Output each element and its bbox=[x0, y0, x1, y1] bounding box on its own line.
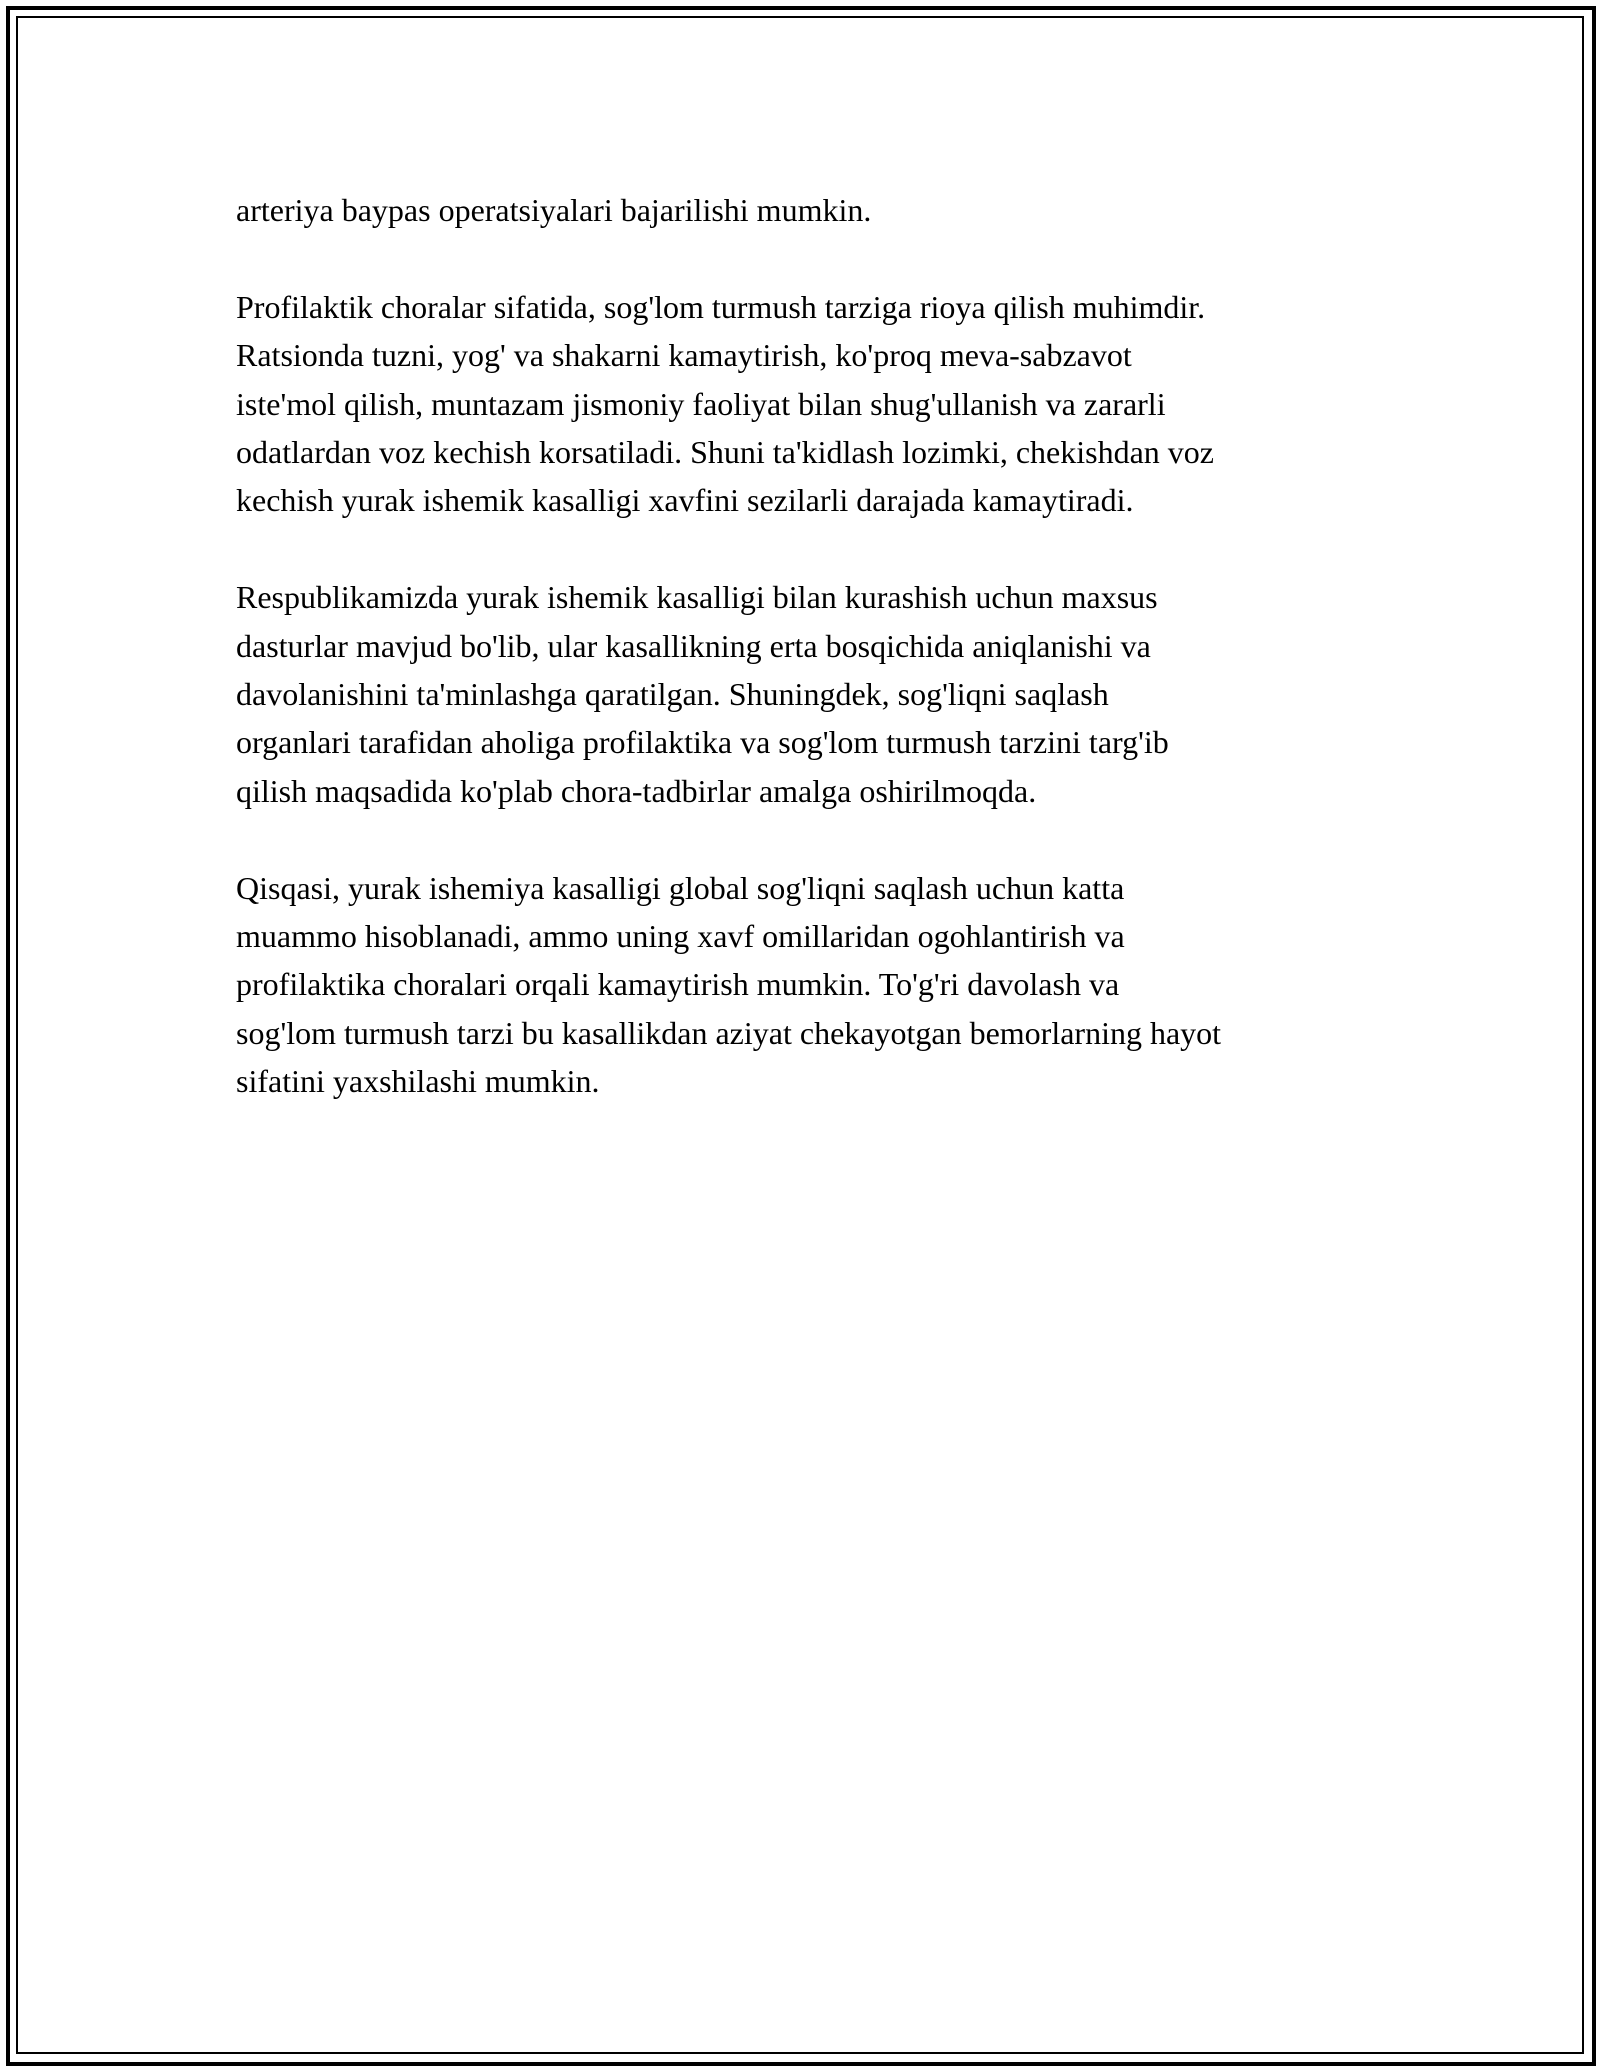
text-line: Qisqasi, yurak ishemiya kasalligi global sog'liqni saqlash uchun katta bbox=[236, 869, 1125, 906]
text-line: organlari tarafidan aholiga profilaktika va sog'lom turmush tarzini targ'ib bbox=[236, 724, 1169, 761]
text-line: odatlardan voz kechish korsatiladi. Shuni ta'kidlash lozimki, chekishdan voz bbox=[236, 434, 1214, 471]
paragraph-3 bbox=[236, 573, 1386, 815]
text-line: Ratsionda tuzni, yog' va shakarni kamaytirish, ko'proq meva-sabzavot bbox=[236, 337, 1132, 374]
text-line: qilish maqsadida ko'plab chora-tadbirlar amalga oshirilmoqda. bbox=[236, 772, 1037, 809]
paragraph-2 bbox=[236, 283, 1386, 525]
text-line: kechish yurak ishemik kasalligi xavfini sezilarli darajada kamaytiradi. bbox=[236, 482, 1134, 519]
text-line: dasturlar mavjud bo'lib, ular kasallikning erta bosqichida aniqlanishi va bbox=[236, 627, 1151, 664]
text-line: iste'mol qilish, muntazam jismoniy faoliyat bilan shug'ullanish va zararli bbox=[236, 385, 1166, 422]
text-line: Profilaktik choralar sifatida, sog'lom turmush tarziga rioya qilish muhimdir. bbox=[236, 288, 1206, 325]
text-line: arteriya baypas operatsiyalari bajarilishi mumkin. bbox=[236, 192, 872, 228]
paragraph-1 bbox=[236, 186, 1386, 234]
text-line: sog'lom turmush tarzi bu kasallikdan aziyat chekayotgan bemorlarning hayot bbox=[236, 1014, 1222, 1051]
text-line: profilaktika choralari orqali kamaytirish mumkin. To'g'ri davolash va bbox=[236, 966, 1120, 1003]
text-line: muammo hisoblanadi, ammo uning xavf omillaridan ogohlantirish va bbox=[236, 918, 1125, 955]
document-body bbox=[236, 186, 1386, 1154]
text-line: Respublikamizda yurak ishemik kasalligi bilan kurashish uchun maxsus bbox=[236, 579, 1158, 616]
text-line: davolanishini ta'minlashga qaratilgan. Shuningdek, sog'liqni saqlash bbox=[236, 676, 1109, 713]
paragraph-4 bbox=[236, 864, 1386, 1106]
text-line: sifatini yaxshilashi mumkin. bbox=[236, 1063, 600, 1100]
